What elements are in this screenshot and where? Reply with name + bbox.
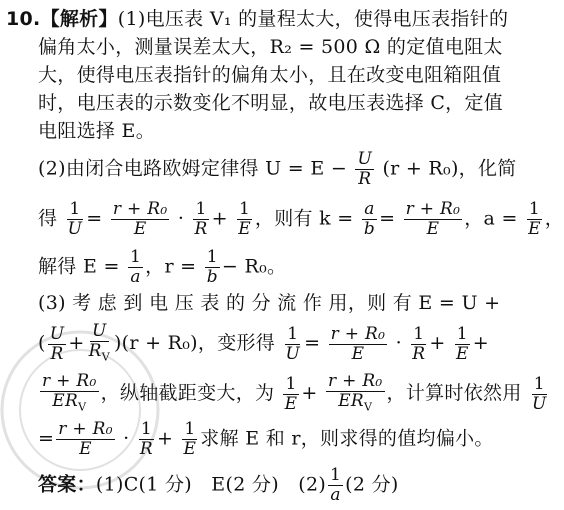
fraction-rR0-over-E-4: $\frac{\text{r + R₀}}{E}$: [58, 419, 113, 459]
fraction-1-over-E-4: $\frac{1}{E}$: [284, 373, 298, 414]
analysis-line-2: 偏角太小，测量误差太大，R₂ = 500 Ω 的定值电阻太: [38, 36, 503, 58]
fraction-1-over-a-answer: $\frac{1}{a}$: [330, 465, 342, 505]
fraction-1-over-E: $\frac{1}{E}$: [238, 199, 251, 239]
fraction-1-over-U-3: $\frac{1}{U}$: [285, 323, 301, 364]
fraction-1-over-a: $\frac{1}{a}$: [130, 247, 142, 287]
analysis-line-3: 大，使得电压表指针的偏角太小，且在改变电阻箱阻值: [38, 64, 502, 86]
answer-line: [38, 466, 544, 505]
part3-line-2: ( $\frac{U}{R}$ + $\frac{U}{R_V}$ )(r + R₀)，变形得 $\frac{1}{U}$ = $\frac{\text{r + R₀}}{E}$ · $\frac{1}{R}$ + $\frac{1}{E}$ +: [38, 322, 544, 366]
part2-line-2: 得 $\frac{1}{U}$ = $\frac{\text{r + R₀}}{E}$ · $\frac{1}{R}$ + $\frac{1}{E}$ ，则有 k = $\frac{a}{b}$ = $\frac{\text{r + R₀}}{E}$ ，a = $\frac{1}{E}$ ，: [38, 199, 564, 239]
analysis-text: (1)电压表 V₁ 的量程太大，使得电压表指针的: [117, 8, 509, 30]
part2-line-1: (2)由闭合电路欧姆定律得 U = E − $\frac{U}{R}$ (r + R₀)，化简: [38, 149, 517, 189]
fraction-1-over-E-2: $\frac{1}{E}$: [528, 199, 541, 239]
fraction-1-over-b: $\frac{1}{b}$: [206, 247, 218, 287]
fraction-U-over-RV: $\frac{U}{R_V}$: [88, 321, 110, 364]
fraction-U-over-R: $\frac{U}{R}$: [357, 149, 373, 189]
part3-line-4: = $\frac{\text{r + R₀}}{E}$ · $\frac{1}{R}$ + $\frac{1}{E}$ 求解 E 和 r，则求得的值均偏小。: [38, 419, 494, 459]
answer-text: (1)C(1 分) E(2 分) (2): [95, 473, 327, 496]
fraction-1-over-U: $\frac{1}{U}$: [67, 199, 83, 239]
answer-label: 答案：: [38, 473, 96, 496]
fraction-1-over-U-4: $\frac{1}{U}$: [531, 373, 547, 414]
fraction-1-over-R: $\frac{1}{R}$: [194, 199, 208, 239]
part3-line-1: (3) 考 虑 到 电 压 表 的 分 流 作 用，则 有 E = U +: [38, 292, 501, 314]
fraction-rR0-over-E-2: $\frac{\text{r + R₀}}{E}$: [405, 199, 461, 239]
fraction-1-over-E-5: $\frac{1}{E}$: [183, 419, 197, 459]
question-number: 10.: [6, 8, 41, 30]
answer-score: (2 分): [345, 473, 399, 496]
fraction-rR0-over-E-3: $\frac{\text{r + R₀}}{E}$: [330, 323, 386, 364]
fraction-a-over-b: $\frac{a}{b}$: [363, 199, 376, 239]
analysis-line-4: 时，电压表的示数变化不明显，故电压表选择 C，定值: [38, 92, 504, 114]
fraction-1-over-R-3: $\frac{1}{R}$: [412, 323, 426, 364]
fraction-1-over-R-4: $\frac{1}{R}$: [139, 419, 153, 459]
part3-line-3: $\frac{\text{r + R₀}}{ER_V}$ ，纵轴截距变大，为 $\frac{1}{E}$ + $\frac{\text{r + R₀}}{ER_V}$ ，计算时依然用 $\frac{1}{U}$: [38, 372, 544, 416]
part2-line-3: 解得 E = $\frac{1}{a}$ ，r = $\frac{1}{b}$ − R₀。: [38, 247, 287, 287]
analysis-line-1: [6, 6, 512, 32]
fraction-U-over-R-3: $\frac{U}{R}$: [49, 323, 65, 364]
fraction-rR0-over-ERV-2: $\frac{\text{r + R₀}}{ER_V}$: [327, 371, 383, 414]
fraction-rR0-over-E: $\frac{\text{r + R₀}}{E}$: [112, 199, 168, 239]
analysis-line-5: 电阻选择 E。: [38, 120, 156, 142]
fraction-1-over-E-3: $\frac{1}{E}$: [455, 323, 469, 364]
analysis-tag: 【解析】: [40, 8, 118, 30]
fraction-rR0-over-ERV: $\frac{\text{r + R₀}}{ER_V}$: [42, 371, 97, 414]
